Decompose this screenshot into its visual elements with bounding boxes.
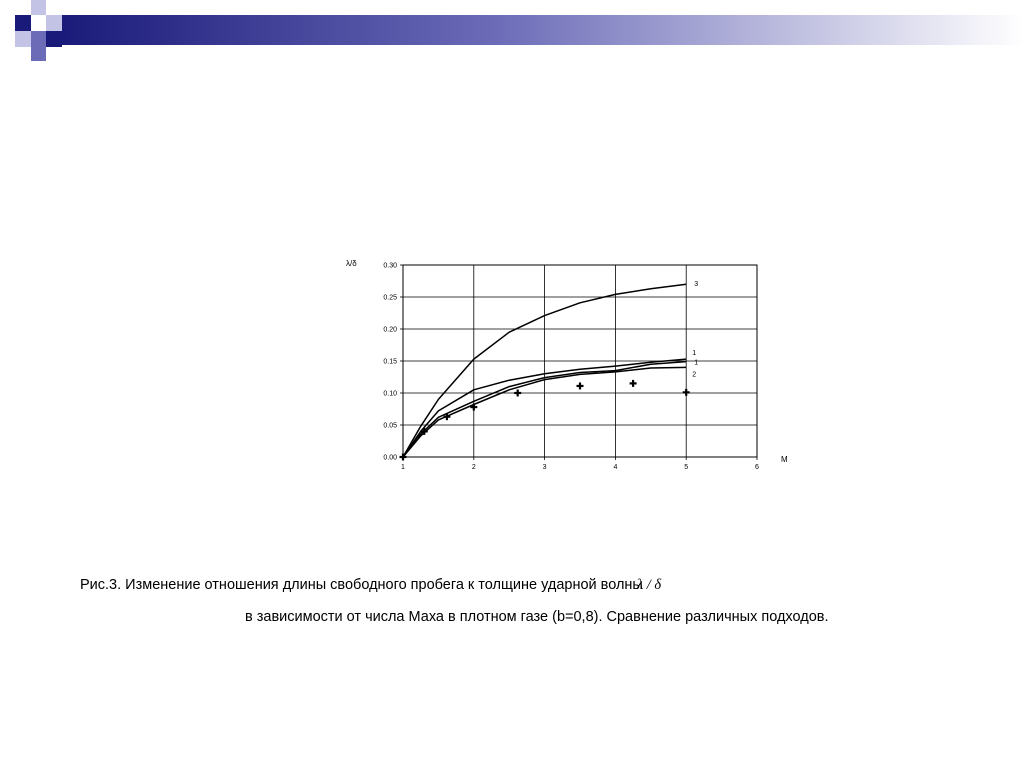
decor-square-0 [15,15,31,31]
decor-square-4 [46,31,62,47]
x-tick-label: 3 [542,464,547,471]
mach-ratio-chart [340,250,810,475]
x-tick-label: 6 [755,464,759,471]
y-tick-label: 0.10 [383,390,397,398]
y-tick-label: 0.30 [383,262,397,270]
series-label-3: 2 [692,371,697,379]
series-label-2: 1 [694,359,699,367]
x-tick-label: 1 [401,464,405,471]
data-marker-plus [514,390,521,397]
decor-square-3 [31,31,46,46]
caption-text-1: Рис.3. Изменение отношения длины свободного пробега к толщине ударной волны [80,577,643,593]
decor-square-2 [46,15,62,31]
caption-symbol: λ / δ [636,577,662,593]
x-axis-label: M [781,455,788,464]
y-tick-label: 0.25 [383,294,397,302]
data-marker-plus [683,389,690,396]
y-tick-label: 0.00 [383,454,397,462]
y-tick-label: 0.05 [383,422,397,430]
decor-square-6 [31,46,46,61]
figure-caption-line-1 [80,577,661,594]
decorative-squares [0,0,62,62]
x-tick-label: 2 [471,464,476,471]
data-marker-plus [630,380,637,387]
title-gradient-bar [62,15,1024,45]
x-tick-label: 4 [613,464,618,471]
decor-square-1 [31,0,46,15]
decor-square-5 [15,31,31,47]
y-tick-label: 0.20 [383,326,397,334]
y-tick-label: 0.15 [383,358,397,366]
data-marker-plus [470,404,477,411]
series-label-1: 1 [692,350,697,358]
x-tick-label: 5 [684,464,689,471]
y-axis-label: λ/δ [346,259,357,268]
figure-caption-line-2: в зависимости от числа Маха в плотном газе (b=0,8). Сравнение различных подходов. [245,609,829,625]
data-marker-plus [577,382,584,389]
series-label-0: 3 [694,281,699,289]
